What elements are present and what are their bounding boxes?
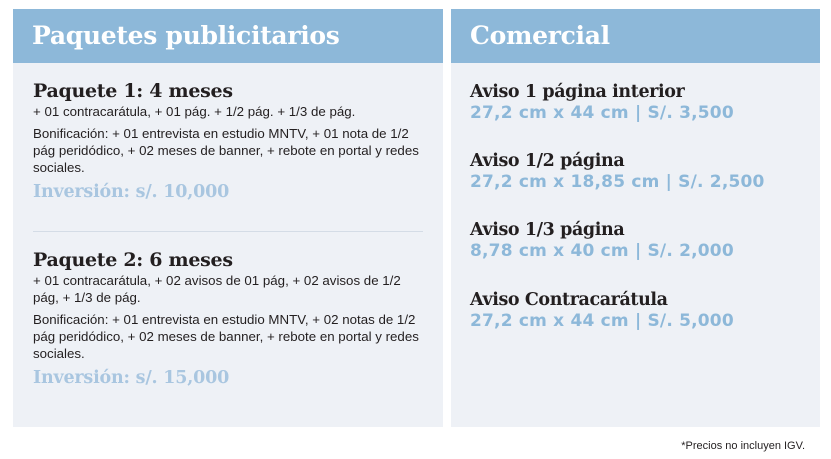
- package-bonus-label: Bonificación: [33, 126, 105, 141]
- ad-title: Aviso 1 página interior: [470, 82, 685, 102]
- commercial-panel-title: Comercial: [451, 9, 820, 63]
- package-bonus-text: : + 01 entrevista en estudio MNTV, + 01 nota de 1/2 pág peridódico, + 02 meses de banner, + rebote en portal y redes sociales.: [33, 126, 419, 175]
- package-divider: [33, 231, 423, 232]
- ad-item-third-page: [470, 220, 810, 262]
- package-card-2: [33, 249, 425, 389]
- package-bonus: [33, 125, 425, 176]
- package-bonus-label: Bonificación: [33, 312, 105, 327]
- ad-spec: 27,2 cm x 18,85 cm | S/. 2,500: [470, 172, 765, 192]
- commercial-panel: [451, 9, 820, 427]
- package-bonus-text: : + 01 entrevista en estudio MNTV, + 02 notas de 1/2 pág peridódico, + 02 meses de banner, + rebote en portal y redes sociales.: [33, 312, 419, 361]
- package-items: + 01 contracarátula, + 02 avisos de 01 pág, + 02 avisos de 1/2 pág, + 1/3 de pág.: [33, 273, 401, 305]
- package-investment: Inversión: s/. 10,000: [33, 182, 230, 202]
- ad-item-back-cover: [470, 290, 810, 332]
- packages-panel-title: Paquetes publicitarios: [13, 9, 443, 63]
- ad-spec: 8,78 cm x 40 cm | S/. 2,000: [470, 241, 734, 261]
- ad-spec: 27,2 cm x 44 cm | S/. 3,500: [470, 103, 734, 123]
- package-card-1: [33, 80, 425, 203]
- ad-title: Aviso Contracarátula: [470, 290, 668, 310]
- ad-item-full-page: [470, 82, 810, 124]
- price-footnote: *Precios no incluyen IGV.: [681, 440, 805, 452]
- package-title: Paquete 1: 4 meses: [33, 80, 233, 102]
- packages-panel: [13, 9, 443, 427]
- package-investment: Inversión: s/. 15,000: [33, 368, 230, 388]
- ad-spec: 27,2 cm x 44 cm | S/. 5,000: [470, 311, 734, 331]
- ad-title: Aviso 1/3 página: [470, 220, 625, 240]
- package-bonus: [33, 311, 425, 362]
- ad-item-half-page: [470, 151, 810, 193]
- package-items: + 01 contracarátula, + 01 pág. + 1/2 pág. + 1/3 de pág.: [33, 104, 356, 119]
- ad-title: Aviso 1/2 página: [470, 151, 625, 171]
- package-title: Paquete 2: 6 meses: [33, 249, 233, 271]
